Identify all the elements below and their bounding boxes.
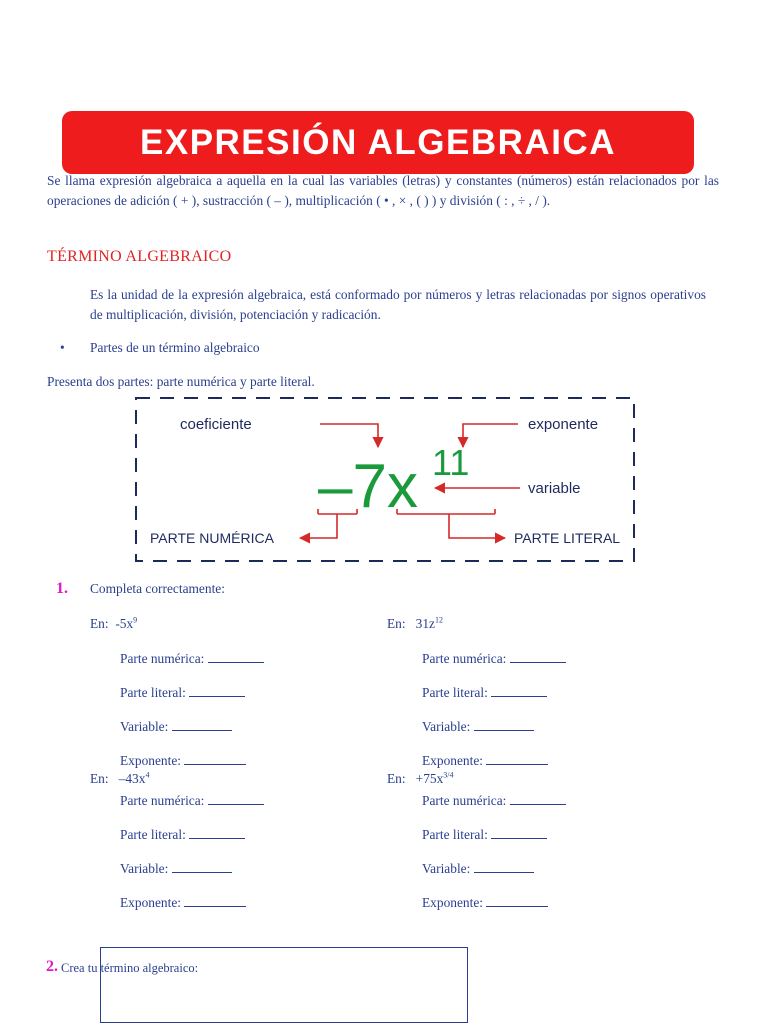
en-label: En: — [90, 616, 109, 631]
term-4-literal-row — [422, 826, 547, 843]
title-banner — [62, 111, 694, 174]
term-1-literal-row — [120, 684, 245, 701]
term-4-base: +75x — [415, 771, 444, 786]
term-2-numerica-row — [422, 650, 566, 667]
exponente-label: Exponente: — [120, 753, 181, 768]
section-heading: TÉRMINO ALGEBRAICO — [47, 248, 232, 265]
numerica-label: Parte numérica: — [422, 651, 507, 666]
exercise-1-instruction: Completa correctamente: — [90, 581, 225, 596]
variable-label: Variable: — [422, 861, 471, 876]
exercise-2-number: 2. — [46, 958, 58, 975]
term-3-numerica-row — [120, 792, 264, 809]
term-4-numerica-row — [422, 792, 566, 809]
term-base: –7x — [318, 452, 418, 521]
term-1-exp: 9 — [133, 615, 138, 625]
variable-blank[interactable] — [172, 718, 232, 731]
term-3-literal-row — [120, 826, 245, 843]
label-variable: variable — [528, 480, 581, 497]
term-1-heading — [90, 616, 137, 632]
bullet-text: Partes de un término algebraico — [90, 340, 260, 355]
numerica-label: Parte numérica: — [422, 793, 507, 808]
numerica-label: Parte numérica: — [120, 793, 205, 808]
en-label: En: — [387, 771, 406, 786]
exercise-2-instruction: Crea tu término algebraico: — [61, 961, 199, 975]
term-power: 11 — [432, 442, 470, 483]
en-label: En: — [387, 616, 406, 631]
label-exponente: exponente — [528, 416, 599, 433]
variable-label: Variable: — [120, 719, 169, 734]
page-title: EXPRESIÓN ALGEBRAICA — [140, 122, 616, 162]
label-coeficiente: coeficiente — [180, 416, 252, 433]
term-2-variable-row — [422, 718, 534, 735]
literal-label: Parte literal: — [120, 685, 186, 700]
term-3-heading — [90, 771, 149, 787]
brace-numeric — [300, 509, 357, 538]
exponente-blank[interactable] — [184, 752, 246, 765]
term-1-base: -5x — [115, 616, 134, 631]
parts-sentence: Presenta dos partes: parte numérica y parte literal. — [47, 374, 315, 389]
term-4-heading — [387, 771, 454, 787]
term-1-variable-row — [120, 718, 232, 735]
numerica-label: Parte numérica: — [120, 651, 205, 666]
term-4-exponente-row — [422, 894, 548, 911]
variable-blank[interactable] — [474, 860, 534, 873]
term-2-base: 31z — [415, 616, 435, 631]
arrow-exponente — [463, 424, 518, 447]
literal-blank[interactable] — [189, 684, 245, 697]
variable-label: Variable: — [120, 861, 169, 876]
definition-paragraph: Es la unidad de la expresión algebraica, está conformado por números y letras relacionadas por signos operativos de multiplicación, división, potenciación y radicación. — [90, 287, 706, 322]
numerica-blank[interactable] — [208, 650, 264, 663]
numerica-blank[interactable] — [510, 792, 566, 805]
literal-label: Parte literal: — [422, 685, 488, 700]
term-2-heading — [387, 616, 443, 632]
numerica-blank[interactable] — [208, 792, 264, 805]
term-2-exponente-row — [422, 752, 548, 769]
exponente-blank[interactable] — [486, 752, 548, 765]
variable-blank[interactable] — [474, 718, 534, 731]
exponente-blank[interactable] — [486, 894, 548, 907]
term-2-literal-row — [422, 684, 547, 701]
term-3-base: –43x — [118, 771, 146, 786]
term-3-variable-row — [120, 860, 232, 877]
term-3-exponente-row — [120, 894, 246, 911]
term-2-exp: 12 — [435, 615, 443, 625]
exponente-label: Exponente: — [422, 895, 483, 910]
term-1-exponente-row — [120, 752, 246, 769]
term-diagram — [135, 397, 635, 562]
term-3-exp: 4 — [145, 770, 150, 780]
term-4-exp: 3/4 — [443, 770, 454, 780]
numerica-blank[interactable] — [510, 650, 566, 663]
exercise-1-number: 1. — [56, 580, 68, 597]
term-1-numerica-row — [120, 650, 264, 667]
arrow-coeficiente — [320, 424, 378, 447]
term-4-variable-row — [422, 860, 534, 877]
literal-blank[interactable] — [189, 826, 245, 839]
label-parte-numerica: PARTE NUMÉRICA — [150, 530, 274, 546]
literal-blank[interactable] — [491, 826, 547, 839]
literal-label: Parte literal: — [422, 827, 488, 842]
bullet-marker: • — [60, 340, 65, 355]
literal-label: Parte literal: — [120, 827, 186, 842]
exponente-label: Exponente: — [120, 895, 181, 910]
variable-blank[interactable] — [172, 860, 232, 873]
create-term-box[interactable] — [100, 947, 468, 1023]
intro-paragraph: Se llama expresión algebraica a aquella en la cual las variables (letras) y constantes (números) están relacionados por las operaciones de adición ( + ), sustracción ( – ), multiplicación ( • , × , ( ) ) y división ( : , ÷ , / ). — [47, 173, 719, 208]
label-parte-literal: PARTE LITERAL — [514, 530, 621, 546]
exponente-label: Exponente: — [422, 753, 483, 768]
exponente-blank[interactable] — [184, 894, 246, 907]
brace-literal — [397, 509, 505, 538]
en-label: En: — [90, 771, 109, 786]
literal-blank[interactable] — [491, 684, 547, 697]
variable-label: Variable: — [422, 719, 471, 734]
